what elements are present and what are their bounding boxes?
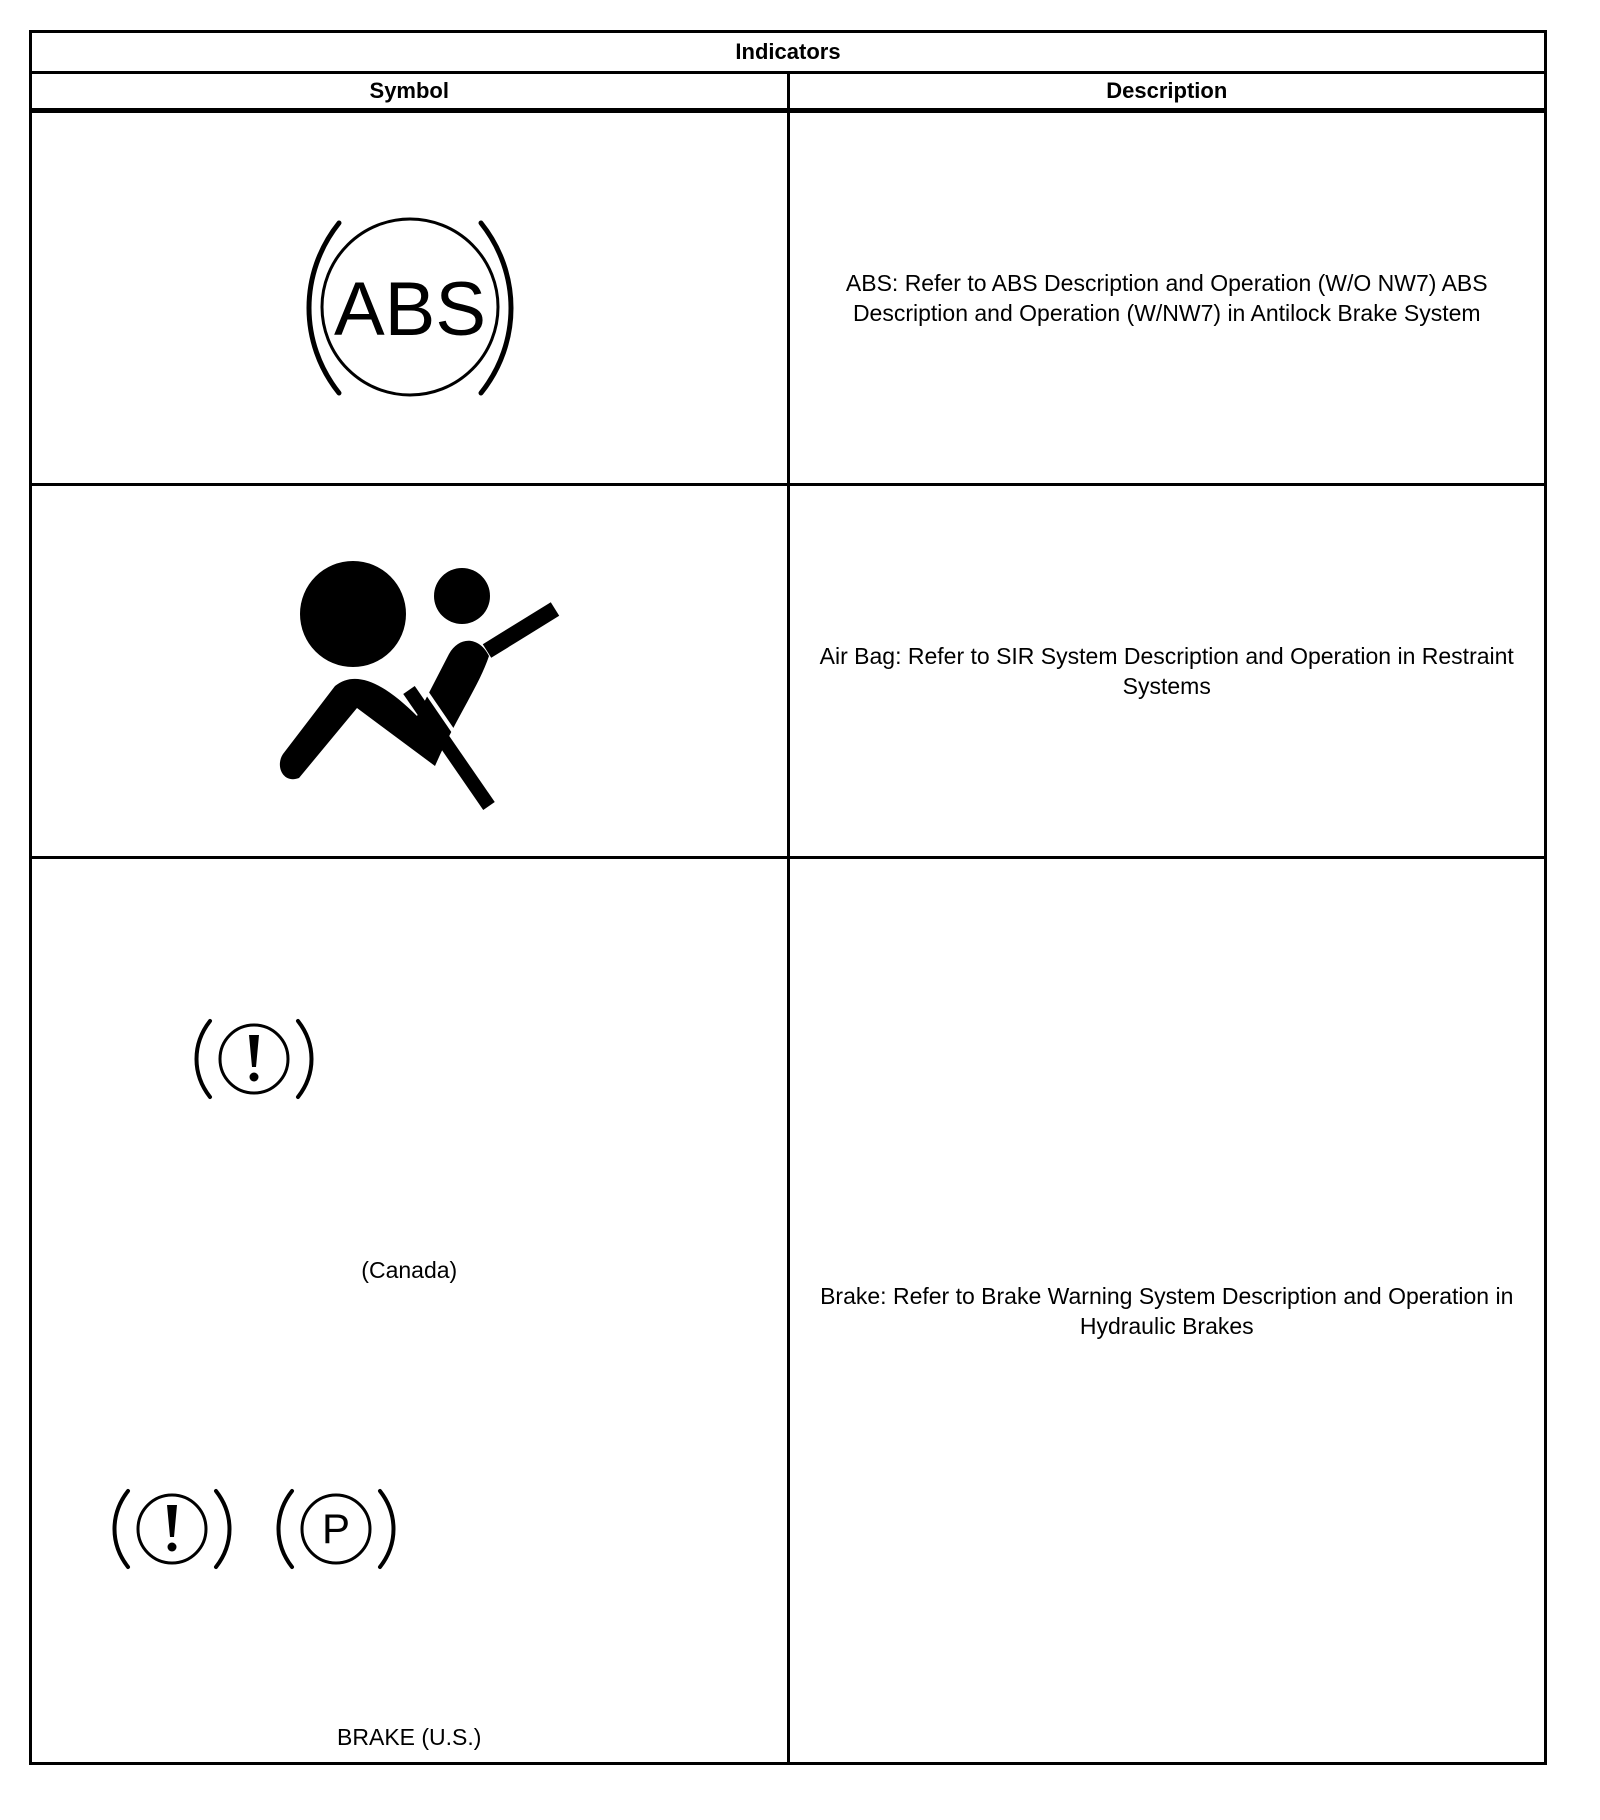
airbag-warning-icon [217,486,601,856]
canada-caption: (Canada) [361,1257,458,1283]
table-row [31,111,1546,485]
abs-icon-label: ABS [334,267,487,352]
table-title: Indicators [31,32,1546,73]
symbol-cell [31,485,789,858]
column-header-symbol: Symbol [31,73,789,111]
symbol-cell [31,858,789,1764]
description-cell: ABS: Refer to ABS Description and Operation (W/O NW7) ABS Description and Operation (W/NW7) in Antilock Brake System [788,111,1546,485]
parking-brake-icon [266,1479,406,1579]
indicators-table [29,30,1547,1765]
description-cell: Air Bag: Refer to SIR System Description and Operation in Restraint Systems [788,485,1546,858]
column-header-description: Description [788,73,1546,111]
description-cell: Brake: Refer to Brake Warning System Description and Operation in Hydraulic Brakes [788,858,1546,1764]
us-caption: BRAKE (U.S.) [337,1724,482,1750]
abs-warning-icon [217,113,601,483]
brake-warning-icon [102,1479,242,1579]
svg-text:P: P [321,1505,351,1552]
brake-warning-icon [184,1009,324,1109]
table-row [31,858,1546,1764]
table-row [31,485,1546,858]
symbol-cell [31,111,789,485]
